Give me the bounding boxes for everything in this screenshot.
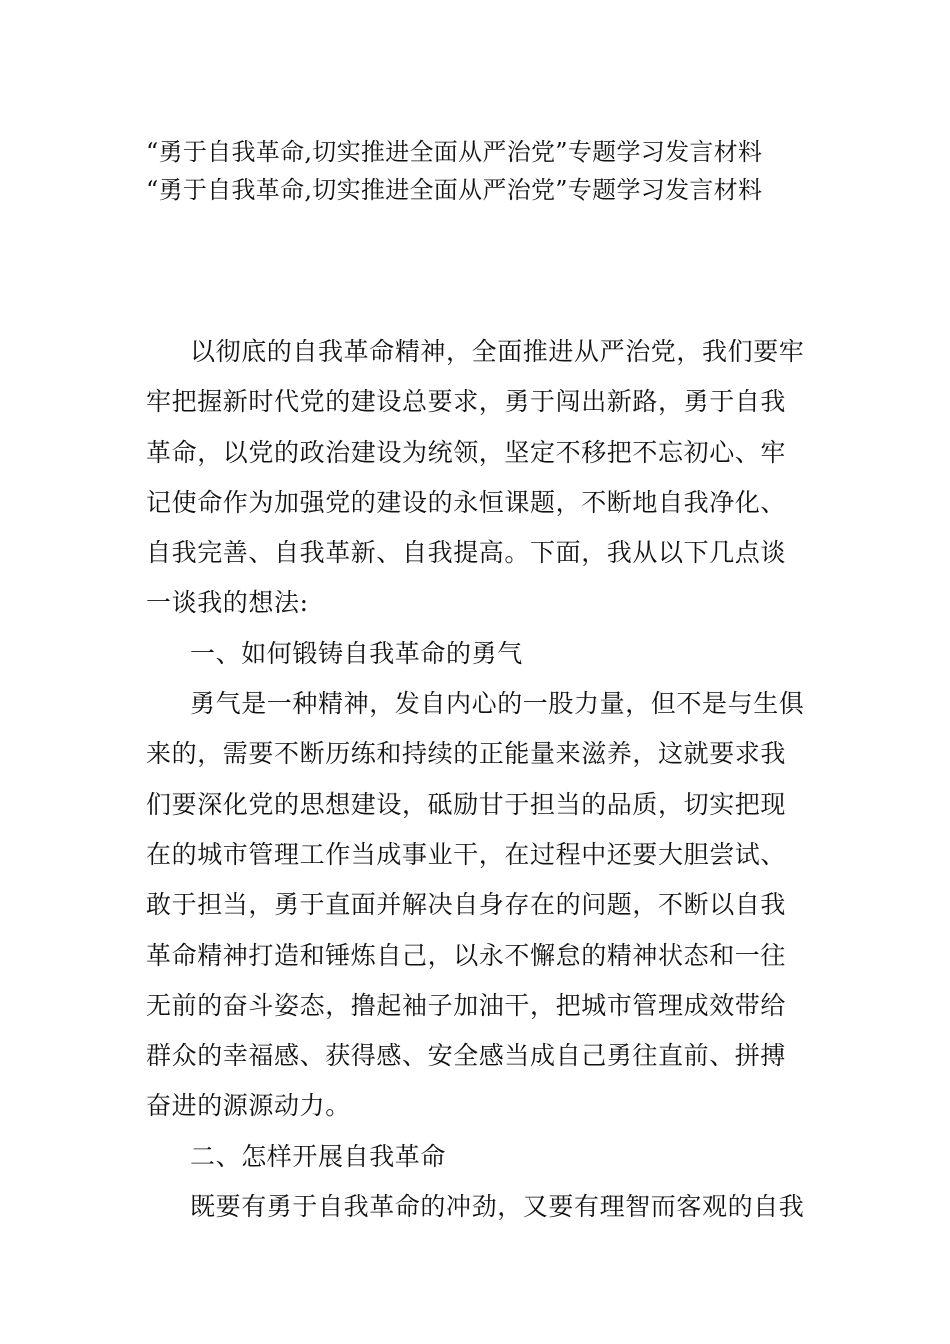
paragraph-1-line-1: 以彻底的自我革命精神，全面推进从严治党，我们要牢 [190,337,805,366]
paragraph-2-line-4: 在的城市管理工作当成事业干，在过程中还要大胆尝试、 [146,839,787,869]
paragraph-2-line-6: 革命精神打造和锤炼自己，以永不懈怠的精神状态和一往 [146,940,787,970]
paragraph-3-line-1: 既要有勇于自我革命的冲劲，又要有理智而客观的自我 [190,1192,805,1222]
document-title-repeat: “勇于自我革命,切实推进全面从严治党”专题学习发言材料 [146,176,763,204]
document-body [146,327,808,1232]
paragraph-2-line-3: 们要深化党的思想建设，砥励甘于担当的品质，切实把现 [146,789,787,819]
paragraph-2-line-8: 群众的幸福感、获得感、安全感当成自己勇往直前、拼搏 [146,1041,787,1071]
paragraph-1-line-5: 自我完善、自我革新、自我提高。下面，我从以下几点谈 [146,538,787,568]
document-title-block [146,133,816,209]
paragraph-1-line-3: 革命，以党的政治建设为统领，坚定不移把不忘初心、牢 [146,437,787,467]
paragraph-2-line-9: 奋进的源源动力。 [146,1091,351,1121]
section-heading-1: 一、如何锻铸自我革命的勇气 [190,638,523,668]
paragraph-2-line-2: 来的，需要不断历练和持续的正能量来滋养，这就要求我 [146,739,787,769]
section-heading-2: 二、怎样开展自我革命 [190,1141,447,1171]
paragraph-2-line-7: 无前的奋斗姿态，撸起袖子加油干，把城市管理成效带给 [146,990,787,1020]
paragraph-1-line-6: 一谈我的想法: [146,588,309,618]
paragraph-2-line-5: 敢于担当，勇于直面并解决自身存在的问题，不断以自我 [146,890,787,920]
paragraph-1-line-2: 牢把握新时代党的建设总要求，勇于闯出新路，勇于自我 [146,387,787,417]
document-title: “勇于自我革命,切实推进全面从严治党”专题学习发言材料 [146,138,763,166]
paragraph-1-line-4: 记使命作为加强党的建设的永恒课题，不断地自我净化、 [146,487,787,517]
paragraph-2-line-1: 勇气是一种精神，发自内心的一股力量，但不是与生俱 [190,689,805,719]
